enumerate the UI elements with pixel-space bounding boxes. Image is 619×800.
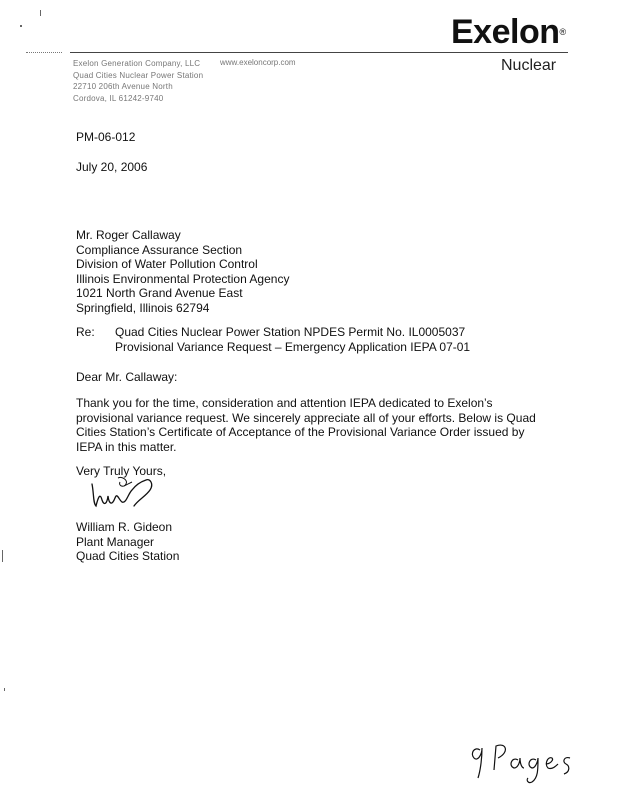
logo-division: Nuclear — [501, 57, 557, 74]
recipient-address — [76, 228, 289, 315]
scan-speck — [4, 688, 5, 691]
address-line: 22710 206th Avenue North — [73, 82, 173, 91]
scan-speck — [20, 25, 22, 27]
subject — [115, 325, 470, 354]
signer-org: Quad Cities Station — [76, 549, 180, 563]
recipient-line: Springfield, Illinois 62794 — [76, 300, 210, 315]
body-line: Cities Station’s Certificate of Acceptance of the Provisional Variance Order issued by — [76, 425, 525, 439]
sender-address — [73, 58, 203, 104]
handwritten-page-count — [466, 730, 576, 786]
subject-line: Provisional Variance Request – Emergency Application IEPA 07-01 — [115, 339, 471, 354]
letter-date: July 20, 2006 — [76, 160, 148, 174]
address-line: Quad Cities Nuclear Power Station — [73, 70, 204, 80]
salutation: Dear Mr. Callaway: — [76, 370, 178, 384]
recipient-line: Mr. Roger Callaway — [76, 228, 181, 242]
signer-name: William R. Gideon — [76, 520, 173, 534]
logo-wordmark: Exelon® — [451, 13, 566, 51]
recipient-line: Illinois Environmental Protection Agency — [76, 271, 290, 286]
address-line: Cordova, IL 61242-9740 — [73, 93, 164, 103]
subject-line: Quad Cities Nuclear Power Station NPDES Permit No. IL0005037 — [115, 325, 466, 339]
body-line: Thank you for the time, consideration and attention IEPA dedicated to Exelon’s — [76, 396, 493, 410]
exelon-logo — [451, 12, 575, 76]
reference-number: PM-06-012 — [76, 130, 136, 144]
closing: Very Truly Yours, — [76, 464, 167, 478]
address-line: Exelon Generation Company, LLC — [73, 59, 201, 68]
body-line: IEPA in this matter. — [76, 439, 177, 454]
registered-mark: ® — [559, 27, 566, 37]
signature — [88, 470, 178, 514]
recipient-line: Division of Water Pollution Control — [76, 257, 258, 271]
letter-body — [76, 396, 536, 454]
recipient-line: Compliance Assurance Section — [76, 242, 243, 257]
scan-speck — [2, 550, 3, 562]
header-rule-left — [26, 52, 62, 53]
recipient-line: 1021 North Grand Avenue East — [76, 286, 243, 300]
signer-title: Plant Manager — [76, 534, 155, 549]
scan-speck — [40, 10, 41, 16]
body-line: provisional variance request. We sincerely appreciate all of your efforts. Below is Quad — [76, 410, 536, 425]
handwritten-note-drawing — [466, 730, 576, 786]
re-label: Re: — [76, 325, 95, 339]
signer-block — [76, 520, 179, 564]
website: www.exeloncorp.com — [220, 58, 296, 67]
